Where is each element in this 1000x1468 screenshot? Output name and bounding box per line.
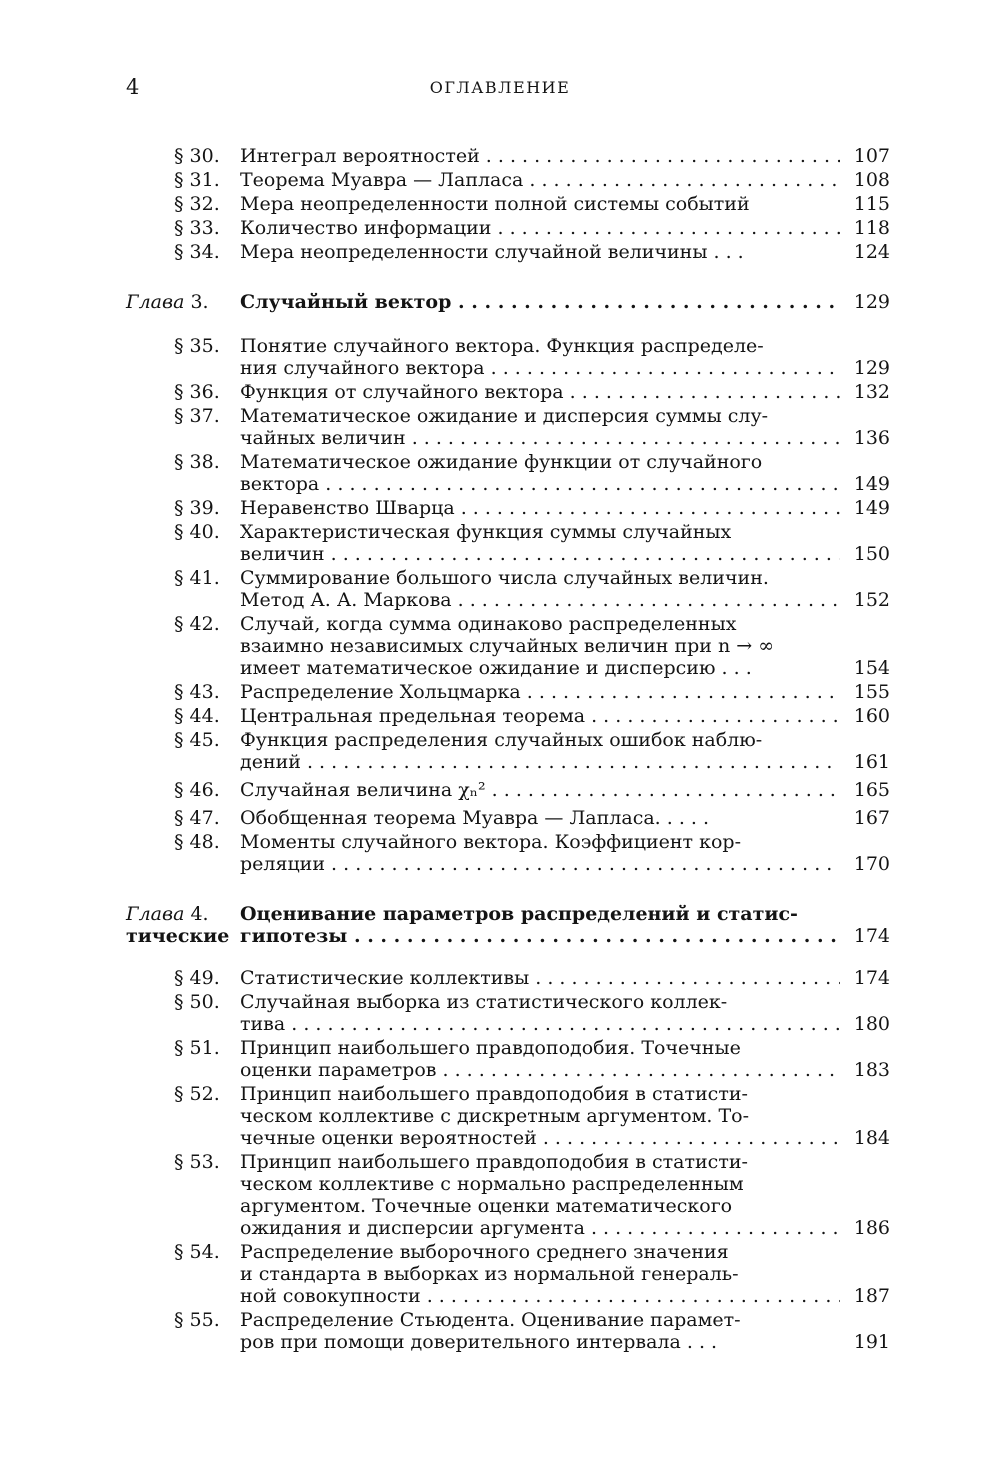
entry-title: вектора . . . bbox=[240, 472, 840, 496]
page-ref: 161 bbox=[853, 751, 890, 773]
entry-title: чечные оценки вероятностей . . . bbox=[240, 1126, 840, 1150]
page-ref: 124 bbox=[853, 241, 890, 263]
toc-line bbox=[0, 656, 1000, 680]
section-number: § 48. bbox=[174, 831, 220, 853]
chapter-label: тические bbox=[126, 925, 230, 947]
entry-title: Принцип наибольшего правдоподобия в статисти- bbox=[240, 1151, 748, 1173]
page-ref: 149 bbox=[853, 497, 890, 519]
toc-line bbox=[0, 588, 1000, 612]
entry-title: ния случайного вектора . . . bbox=[240, 356, 840, 380]
toc-line bbox=[0, 612, 1000, 636]
section-number: § 34. bbox=[174, 241, 220, 263]
section-number: § 36. bbox=[174, 381, 220, 403]
page-ref: 129 bbox=[853, 357, 890, 379]
entry-title: ной совокупности . . . bbox=[240, 1284, 840, 1308]
page-ref: 167 bbox=[853, 807, 890, 829]
page-ref: 154 bbox=[853, 657, 890, 679]
toc-line bbox=[0, 1308, 1000, 1332]
entry-title: Интеграл вероятностей . . . bbox=[240, 144, 840, 168]
entry-title: Метод А. А. Маркова . . . bbox=[240, 588, 840, 612]
entry-title: Функция от случайного вектора . . . bbox=[240, 380, 840, 404]
section-number: § 51. bbox=[174, 1037, 220, 1059]
page-ref: 129 bbox=[853, 291, 890, 313]
page-ref: 107 bbox=[853, 145, 890, 167]
toc-line bbox=[0, 192, 1000, 216]
page-ref: 150 bbox=[853, 543, 890, 565]
section-number: § 44. bbox=[174, 705, 220, 727]
toc-line bbox=[0, 404, 1000, 428]
entry-title: Распределение Стьюдента. Оценивание парамет- bbox=[240, 1309, 741, 1331]
page-ref: 186 bbox=[853, 1217, 890, 1239]
entry-title: Случайная выборка из статистического коллек- bbox=[240, 991, 728, 1013]
section-number: § 31. bbox=[174, 169, 220, 191]
entry-title: Статистические коллективы . . . bbox=[240, 966, 840, 990]
section-number: § 38. bbox=[174, 451, 220, 473]
toc-line bbox=[0, 334, 1000, 358]
entry-title: гипотезы . . . bbox=[240, 924, 840, 948]
entry-title: Случай, когда сумма одинаково распределенных bbox=[240, 613, 737, 635]
entry-title: Центральная предельная теорема . . . bbox=[240, 704, 840, 728]
toc-line bbox=[0, 924, 1000, 948]
toc-line bbox=[0, 380, 1000, 404]
entry-title: ожидания и дисперсии аргумента . . . bbox=[240, 1216, 840, 1240]
page-ref: 174 bbox=[853, 925, 890, 947]
toc-line bbox=[0, 806, 1000, 830]
entry-title: оценки параметров . . . bbox=[240, 1058, 840, 1082]
section-number: § 43. bbox=[174, 681, 220, 703]
toc-line bbox=[0, 1262, 1000, 1286]
toc-line bbox=[0, 290, 1000, 314]
toc-line bbox=[0, 240, 1000, 264]
entry-title: Математическое ожидание и дисперсия суммы слу- bbox=[240, 405, 769, 427]
toc-line bbox=[0, 520, 1000, 544]
toc-line bbox=[0, 680, 1000, 704]
entry-title: реляции . . . bbox=[240, 852, 840, 876]
page-ref: 187 bbox=[853, 1285, 890, 1307]
entry-title: тива . . . bbox=[240, 1012, 840, 1036]
entry-title: Оценивание параметров распределений и статис- bbox=[240, 903, 798, 925]
page-ref: 152 bbox=[853, 589, 890, 611]
page-ref: 136 bbox=[853, 427, 890, 449]
toc-line bbox=[0, 990, 1000, 1014]
entry-title: величин . . . bbox=[240, 542, 840, 566]
toc-line bbox=[0, 1036, 1000, 1060]
section-number: § 54. bbox=[174, 1241, 220, 1263]
page-header bbox=[0, 74, 1000, 100]
page-ref: 118 bbox=[853, 217, 890, 239]
entry-title: Математическое ожидание функции от случайного bbox=[240, 451, 763, 473]
page-ref: 149 bbox=[853, 473, 890, 495]
toc-line bbox=[0, 542, 1000, 566]
entry-title: ров при помощи доверительного интервала . . . bbox=[240, 1331, 718, 1353]
entry-title: аргументом. Точечные оценки математического bbox=[240, 1195, 733, 1217]
toc-line bbox=[0, 750, 1000, 774]
section-number: § 41. bbox=[174, 567, 220, 589]
toc-line bbox=[0, 902, 1000, 926]
toc-line bbox=[0, 168, 1000, 192]
toc-line bbox=[0, 1058, 1000, 1082]
page-ref: 180 bbox=[853, 1013, 890, 1035]
section-number: § 40. bbox=[174, 521, 220, 543]
toc-line bbox=[0, 566, 1000, 590]
entry-title: и стандарта в выборках из нормальной генераль- bbox=[240, 1263, 739, 1285]
entry-title: ческом коллективе с нормально распределенным bbox=[240, 1173, 744, 1195]
running-title: ОГЛАВЛЕНИЕ bbox=[429, 78, 571, 97]
toc-line bbox=[0, 496, 1000, 520]
toc-line bbox=[0, 1216, 1000, 1240]
toc-line bbox=[0, 356, 1000, 380]
entry-title: чайных величин . . . bbox=[240, 426, 840, 450]
toc-line bbox=[0, 634, 1000, 658]
section-number: § 45. bbox=[174, 729, 220, 751]
section-number: § 55. bbox=[174, 1309, 220, 1331]
page-ref: 155 bbox=[853, 681, 890, 703]
entry-title: Понятие случайного вектора. Функция распределе- bbox=[240, 335, 764, 357]
toc-line bbox=[0, 1240, 1000, 1264]
entry-title: взаимно независимых случайных величин при n → ∞ bbox=[240, 635, 775, 657]
entry-title: Количество информации . . . bbox=[240, 216, 840, 240]
entry-title: Характеристическая функция суммы случайных bbox=[240, 521, 732, 543]
section-number: § 37. bbox=[174, 405, 220, 427]
toc-line bbox=[0, 966, 1000, 990]
entry-title: Моменты случайного вектора. Коэффициент кор- bbox=[240, 831, 741, 853]
entry-title: Принцип наибольшего правдоподобия в статисти- bbox=[240, 1083, 748, 1105]
entry-title: Случайная величина χₙ² . . . bbox=[240, 778, 840, 802]
entry-title: Неравенство Шварца . . . bbox=[240, 496, 840, 520]
entry-title: Мера неопределенности полной системы событий bbox=[240, 193, 750, 215]
toc-line bbox=[0, 1194, 1000, 1218]
entry-title: Распределение Хольцмарка . . . bbox=[240, 680, 840, 704]
toc-line bbox=[0, 1082, 1000, 1106]
toc-line bbox=[0, 144, 1000, 168]
page-ref: 165 bbox=[853, 779, 890, 801]
page-ref: 184 bbox=[853, 1127, 890, 1149]
entry-title: Случайный вектор . . . bbox=[240, 290, 840, 314]
chapter-label: Глава 3. bbox=[126, 291, 209, 313]
toc-line bbox=[0, 728, 1000, 752]
section-number: § 30. bbox=[174, 145, 220, 167]
page-ref: 132 bbox=[853, 381, 890, 403]
section-number: § 53. bbox=[174, 1151, 220, 1173]
toc-line bbox=[0, 704, 1000, 728]
toc-line bbox=[0, 1172, 1000, 1196]
page-ref: 115 bbox=[853, 193, 890, 215]
section-number: § 42. bbox=[174, 613, 220, 635]
chapter-label: Глава 4. bbox=[126, 903, 209, 925]
toc-line bbox=[0, 450, 1000, 474]
entry-title: ческом коллективе с дискретным аргументом. То- bbox=[240, 1105, 750, 1127]
section-number: § 49. bbox=[174, 967, 220, 989]
page-ref: 174 bbox=[853, 967, 890, 989]
entry-title: Мера неопределенности случайной величины . . . bbox=[240, 241, 744, 263]
section-number: § 39. bbox=[174, 497, 220, 519]
toc-line bbox=[0, 426, 1000, 450]
page-ref: 170 bbox=[853, 853, 890, 875]
section-number: § 47. bbox=[174, 807, 220, 829]
toc-line bbox=[0, 216, 1000, 240]
section-number: § 52. bbox=[174, 1083, 220, 1105]
section-number: § 32. bbox=[174, 193, 220, 215]
entry-title: Теорема Муавра — Лапласа . . . bbox=[240, 168, 840, 192]
page-number: 4 bbox=[126, 75, 140, 99]
page-ref: 191 bbox=[853, 1331, 890, 1353]
entry-title: Суммирование большого числа случайных величин. bbox=[240, 567, 769, 589]
toc-line bbox=[0, 1284, 1000, 1308]
entry-title: Принцип наибольшего правдоподобия. Точечные bbox=[240, 1037, 741, 1059]
page-ref: 160 bbox=[853, 705, 890, 727]
page-ref: 108 bbox=[853, 169, 890, 191]
entry-title: дений . . . bbox=[240, 750, 840, 774]
toc-line bbox=[0, 778, 1000, 802]
toc-line bbox=[0, 852, 1000, 876]
page-ref: 183 bbox=[853, 1059, 890, 1081]
entry-title: Функция распределения случайных ошибок наблю- bbox=[240, 729, 763, 751]
section-number: § 50. bbox=[174, 991, 220, 1013]
entry-title: имеет математическое ожидание и дисперсию . . . bbox=[240, 657, 752, 679]
toc-line bbox=[0, 1150, 1000, 1174]
entry-title: Обобщенная теорема Муавра — Лапласа. . . . . bbox=[240, 807, 710, 829]
toc-line bbox=[0, 1104, 1000, 1128]
toc-line bbox=[0, 472, 1000, 496]
section-number: § 46. bbox=[174, 779, 220, 801]
section-number: § 33. bbox=[174, 217, 220, 239]
toc-line bbox=[0, 830, 1000, 854]
toc-line bbox=[0, 1330, 1000, 1354]
toc-line bbox=[0, 1126, 1000, 1150]
section-number: § 35. bbox=[174, 335, 220, 357]
toc-line bbox=[0, 1012, 1000, 1036]
entry-title: Распределение выборочного среднего значения bbox=[240, 1241, 729, 1263]
